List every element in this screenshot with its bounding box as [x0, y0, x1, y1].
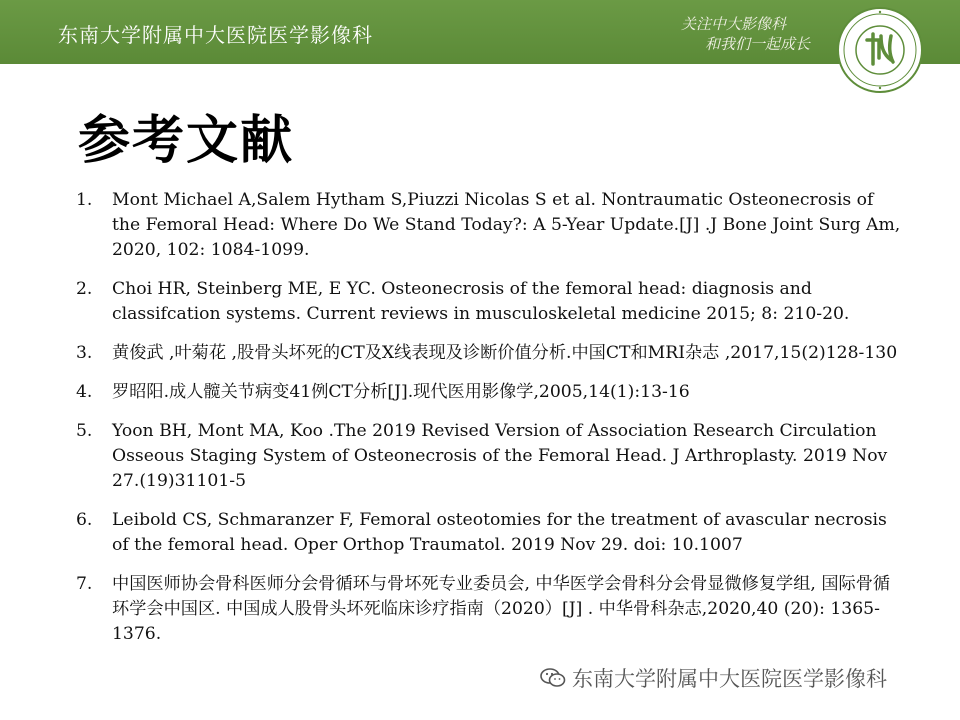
reference-list	[76, 188, 906, 647]
reference-item	[76, 508, 906, 558]
reference-text: 黄俊武 ,叶菊花 ,股骨头坏死的CT及X线表现及诊断价值分析.中国CT和MRI杂志 ,2017,15(2)128-130	[112, 343, 898, 363]
reference-number: 4.	[76, 382, 93, 402]
wechat-icon	[540, 667, 566, 689]
reference-item	[76, 572, 906, 647]
reference-item	[76, 188, 906, 263]
reference-number: 2.	[76, 279, 93, 299]
slogan	[681, 14, 810, 54]
hospital-seal-logo-icon	[836, 6, 924, 94]
reference-text: 罗昭阳.成人髋关节病变41例CT分析[J].现代医用影像学,2005,14(1):13-16	[112, 382, 690, 402]
reference-number: 5.	[76, 421, 93, 441]
watermark-text: 东南大学附属中大医院医学影像科	[572, 667, 887, 691]
reference-text: Yoon BH, Mont MA, Koo .The 2019 Revised Version of Association Research Circulation Osseous Staging System of Osteonecrosis of the Femoral Head. J Arthroplasty. 2019 Nov 27.(19)31101-5	[112, 421, 888, 491]
slogan-line-2: 和我们一起成长	[704, 35, 810, 53]
reference-number: 3.	[76, 343, 93, 363]
reference-text: Mont Michael A,Salem Hytham S,Piuzzi Nicolas S et al. Nontraumatic Osteonecrosis of the Femoral Head: Where Do We Stand Today?: A 5-Year Update.[J] .J Bone Joint Surg Am, 2020, 102: 1084-1099.	[112, 190, 901, 260]
reference-number: 7.	[76, 574, 93, 594]
slogan-line-1: 关注中大影像科	[680, 15, 786, 33]
header-bar	[0, 0, 960, 64]
reference-number: 1.	[76, 190, 93, 210]
reference-item	[76, 277, 906, 327]
watermark	[540, 663, 887, 693]
reference-text: Choi HR, Steinberg ME, E YC. Osteonecrosis of the femoral head: diagnosis and classifcation systems. Current reviews in musculoskeletal medicine 2015; 8: 210-20.	[112, 279, 850, 324]
page-title: 参考文献	[78, 111, 295, 171]
reference-item	[76, 419, 906, 494]
reference-item	[76, 380, 906, 405]
reference-number: 6.	[76, 510, 93, 530]
reference-item	[76, 341, 906, 366]
reference-text: 中国医师协会骨科医师分会骨循环与骨坏死专业委员会, 中华医学会骨科分会骨显微修复学组, 国际骨循环学会中国区. 中国成人股骨头坏死临床诊疗指南（2020）[J] . 中华骨科杂志,2020,40 (20): 1365-1376.	[112, 574, 891, 644]
reference-text: Leibold CS, Schmaranzer F, Femoral osteotomies for the treatment of avascular necrosis of the femoral head. Oper Orthop Traumatol. 2019 Nov 29. doi: 10.1007	[112, 510, 887, 555]
department-title: 东南大学附属中大医院医学影像科	[58, 23, 373, 47]
